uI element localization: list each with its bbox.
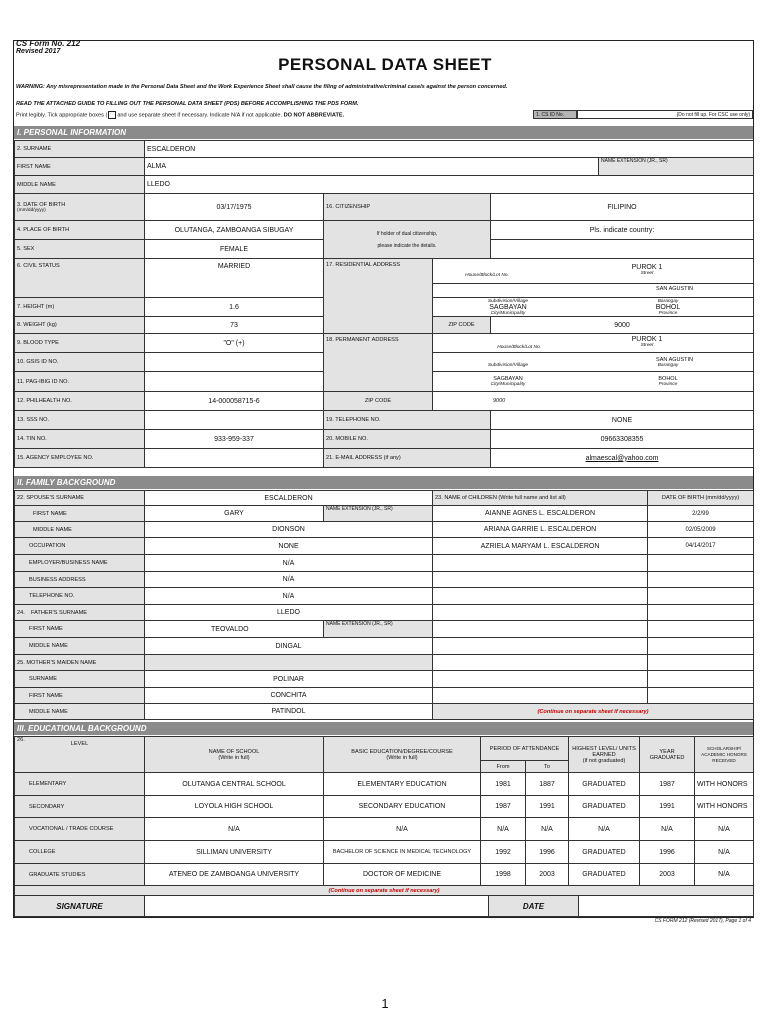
residential-address-label: 17. RESIDENTIAL ADDRESS — [324, 259, 433, 334]
edu-level: SECONDARY — [15, 796, 145, 818]
sex-field[interactable]: FEMALE — [145, 240, 324, 259]
civil-status-field[interactable]: MARRIED — [145, 259, 324, 298]
perm-subd-field[interactable] — [433, 376, 583, 387]
first-name-field[interactable]: ALMA — [145, 158, 599, 176]
perm-brgy-value: BOHOL — [658, 376, 678, 382]
child-name-5[interactable] — [433, 572, 648, 588]
child-name-6[interactable] — [433, 588, 648, 605]
perm-row-subd — [433, 376, 753, 387]
perm-city-caption: City/Municipality — [490, 382, 526, 387]
sss-field[interactable] — [145, 411, 324, 430]
telephone-label: 19. TELEPHONE NO. — [324, 411, 491, 430]
child-name-2[interactable]: ARIANA GARRIE L. ESCALDERON — [433, 522, 648, 538]
warning-text: WARNING: Any misrepresentation made in the Personal Data Sheet and the Work Experience Sheet shall cause the filing of administrative/criminal case/s against the person concerned. — [16, 84, 508, 90]
child-name-9[interactable] — [433, 638, 648, 655]
dual-a: If holder of dual citizenship, — [376, 230, 438, 237]
family-table — [14, 490, 754, 720]
dob-format: (mm/dd/yyyy) — [17, 207, 46, 213]
child-dob-12[interactable] — [648, 688, 754, 704]
middle-name-label: MIDDLE NAME — [15, 176, 145, 194]
child-dob-1[interactable]: 2/2/99 — [648, 506, 754, 522]
child-dob-10[interactable] — [648, 655, 754, 671]
res-house-blank — [433, 264, 541, 283]
date-label: DATE — [489, 896, 579, 917]
edu-level: COLLEGE — [15, 841, 145, 864]
height-label: 7. HEIGHT (m) — [15, 298, 145, 317]
father-ext-field[interactable]: NAME EXTENSION (JR., SR) — [324, 621, 433, 638]
spouse-surname-field[interactable]: ESCALDERON — [145, 491, 433, 506]
edu-course-header — [324, 737, 481, 773]
res-city-caption: City/Municipality — [490, 310, 526, 316]
edu-highest[interactable]: GRADUATED — [569, 796, 640, 818]
edu-num: 26. — [17, 737, 25, 743]
edu-row-elementary — [15, 773, 754, 796]
res-subd-value: SAGBAYAN — [489, 303, 527, 311]
mother-middle-field[interactable]: PATINDOL — [145, 704, 433, 720]
surname-label: 2. SURNAME — [15, 141, 145, 158]
form-footer: CS FORM 212 (Revised 2017), Page 1 of 4 — [654, 918, 751, 924]
employer-label: EMPLOYER/BUSINESS NAME — [15, 555, 145, 572]
edu-course[interactable]: SECONDARY EDUCATION — [324, 796, 481, 818]
res-row-subd — [433, 299, 753, 316]
page-title: PERSONAL DATA SHEET — [278, 55, 492, 74]
education-continue-note: (Continue on separate sheet if necessary) — [15, 886, 754, 896]
perm-subd-cell — [433, 372, 754, 392]
spouse-first-label: FIRST NAME — [15, 506, 145, 522]
edu-from[interactable]: 1987 — [481, 796, 526, 818]
occupation-label: OCCUPATION — [15, 538, 145, 555]
edu-highest[interactable]: GRADUATED — [569, 864, 640, 886]
email-label: 21. E-MAIL ADDRESS (if any) — [324, 449, 491, 468]
edu-from[interactable]: 1992 — [481, 841, 526, 864]
blood-type-field[interactable]: "O" (+) — [145, 334, 324, 353]
personal-info-table — [14, 140, 754, 468]
edu-honors[interactable]: WITH HONORS — [695, 773, 754, 796]
child-dob-3[interactable]: 04/14/2017 — [648, 538, 754, 555]
mother-surname-field[interactable]: POLINAR — [145, 671, 433, 688]
perm-zip-label: ZIP CODE — [324, 392, 433, 411]
spouse-phone-label: TELEPHONE NO. — [15, 588, 145, 605]
perm-brgy-caption: Barangay — [657, 362, 679, 368]
edu-to[interactable]: 1887 — [526, 773, 569, 796]
res-brgy-value: BOHOL — [655, 303, 681, 311]
pob-label: 4. PLACE OF BIRTH — [15, 221, 145, 240]
mobile-label: 20. MOBILE NO. — [324, 430, 491, 449]
gsis-label: 10. GSIS ID NO. — [15, 353, 145, 372]
first-name-label: FIRST NAME — [15, 158, 145, 176]
section-personal-information: I. PERSONAL INFORMATION — [14, 126, 753, 139]
perm-zip-field[interactable]: 9000 — [433, 392, 754, 411]
father-title: FATHER'S SURNAME — [31, 609, 87, 616]
edu-from[interactable]: N/A — [481, 818, 526, 841]
res-street-caption: Street — [640, 271, 654, 276]
page-number: 1 — [381, 996, 389, 1011]
perm-street-field[interactable]: SAN AGUSTIN — [656, 356, 694, 363]
edu-course[interactable]: DOCTOR OF MEDICINE — [324, 864, 481, 886]
perm-row-subd-caption — [433, 363, 753, 368]
date-field[interactable] — [579, 896, 754, 917]
mother-first-field[interactable]: CONCHITA — [145, 688, 433, 704]
res-house-caption: House/Block/Lot No. — [465, 273, 509, 278]
csid-label: 1. CS ID No. — [533, 110, 577, 119]
edu-school-label: NAME OF SCHOOL — [208, 748, 260, 755]
citizenship-label: 16. CITIZENSHIP — [324, 194, 491, 221]
perm-brgy-field[interactable] — [583, 376, 753, 387]
sss-label: 13. SSS NO. — [15, 411, 145, 430]
permanent-address-label: 18. PERMANENT ADDRESS — [324, 334, 433, 392]
dob-field[interactable]: 03/17/1975 — [145, 194, 324, 221]
res-brgy-caption: Barangay — [657, 298, 679, 304]
res-zip-label: ZIP CODE — [433, 317, 491, 334]
child-name-3[interactable]: AZRIELA MARYAM L. ESCALDERON — [433, 538, 648, 555]
tin-field[interactable]: 933-959-337 — [145, 430, 324, 449]
father-first-field[interactable]: TEOVALDO — [145, 621, 324, 638]
edu-course[interactable]: BACHELOR OF SCIENCE IN MEDICAL TECHNOLOGY — [324, 841, 481, 864]
spouse-first-field[interactable]: GARY — [145, 506, 324, 522]
child-dob-11[interactable] — [648, 671, 754, 688]
business-address-label: BUSINESS ADDRESS — [15, 572, 145, 588]
pagibig-label: 11. PAG-IBIG ID NO. — [15, 372, 145, 392]
perm-address-top — [433, 334, 754, 353]
print-note-c: DO NOT ABBREVIATE. — [283, 112, 345, 119]
edu-highest-label: HIGHEST LEVEL/ UNITS EARNED — [572, 745, 636, 758]
spouse-surname-label: 22. SPOUSE'S SURNAME — [15, 491, 145, 506]
csid-note: (Do not fill up. For CSC use only) — [577, 110, 753, 119]
email-field[interactable]: almaescal@yahoo.com — [491, 449, 754, 468]
perm-house-blank — [433, 336, 541, 350]
spouse-ext-field[interactable]: NAME EXTENSION (JR., SR) — [324, 506, 433, 522]
perm-prov-caption: Province — [658, 382, 678, 387]
edu-highest[interactable]: GRADUATED — [569, 773, 640, 796]
child-dob-9[interactable] — [648, 638, 754, 655]
form-revision: Revised 2017 — [16, 48, 61, 55]
child-name-11[interactable] — [433, 671, 648, 688]
edu-school[interactable]: ATENEO DE ZAMBOANGA UNIVERSITY — [145, 864, 324, 886]
edu-school-sub: (Write in full) — [218, 754, 250, 761]
spouse-middle-field[interactable]: DIONSON — [145, 522, 433, 538]
edu-honors[interactable]: N/A — [695, 864, 754, 886]
edu-to[interactable]: 1996 — [526, 841, 569, 864]
father-middle-label: MIDDLE NAME — [15, 638, 145, 655]
edu-highest[interactable]: GRADUATED — [569, 841, 640, 864]
dob-title: DATE OF BIRTH — [23, 201, 66, 208]
mother-surname-label: SURNAME — [15, 671, 145, 688]
edu-to-header: To — [526, 761, 569, 773]
child-dob-6[interactable] — [648, 588, 754, 605]
surname-field[interactable]: ESCALDERON — [145, 141, 754, 158]
print-note — [16, 111, 344, 119]
telephone-field[interactable]: NONE — [491, 411, 754, 430]
res-house-field[interactable] — [541, 264, 753, 283]
child-name-12[interactable] — [433, 688, 648, 704]
dual-citizenship-note — [324, 221, 491, 259]
edu-course-sub: (Write in full) — [386, 754, 418, 761]
edu-highest[interactable]: N/A — [569, 818, 640, 841]
edu-highest-sub: (if not graduated) — [582, 757, 626, 764]
res-brgy-field[interactable] — [583, 299, 753, 316]
edu-honors[interactable]: WITH HONORS — [695, 796, 754, 818]
edu-year[interactable]: 1991 — [640, 796, 695, 818]
perm-brgy-caption-wrap — [583, 363, 753, 368]
child-name-1[interactable]: AIANNE AGNES L. ESCALDERON — [433, 506, 648, 522]
edu-year-header: YEAR GRADUATED — [640, 737, 695, 773]
dob-label — [15, 194, 145, 221]
res-house-value: PUROK 1 — [631, 264, 663, 271]
weight-label: 8. WEIGHT (kg) — [15, 317, 145, 334]
weight-field[interactable]: 73 — [145, 317, 324, 334]
philhealth-field[interactable]: 14-000058715-6 — [145, 392, 324, 411]
mother-first-label: FIRST NAME — [15, 688, 145, 704]
print-note-b: and use separate sheet if necessary. Indicate N/A if not applicable. — [117, 112, 283, 119]
child-name-7[interactable] — [433, 605, 648, 621]
child-name-8[interactable] — [433, 621, 648, 638]
edu-level: ELEMENTARY — [15, 773, 145, 796]
signature-table — [14, 895, 754, 917]
mobile-field[interactable]: 09663308355 — [491, 430, 754, 449]
child-dob-7[interactable] — [648, 605, 754, 621]
mother-middle-label: MIDDLE NAME — [15, 704, 145, 720]
edu-honors-header: SCHOLARSHIP/ ACADEMIC HONORS RECEIVED — [695, 737, 754, 773]
edu-school[interactable]: OLUTANGA CENTRAL SCHOOL — [145, 773, 324, 796]
res-prov-caption: Province — [658, 310, 678, 316]
edu-level: GRADUATE STUDIES — [15, 864, 145, 886]
edu-row-college — [15, 841, 754, 864]
children-header: 23. NAME of CHILDREN (Write full name and list all) — [433, 491, 648, 506]
mother-maiden-field — [145, 655, 433, 671]
edu-year[interactable]: 2003 — [640, 864, 695, 886]
tick-box-icon — [108, 111, 116, 119]
edu-year[interactable]: 1996 — [640, 841, 695, 864]
father-surname-field[interactable]: LLEDO — [145, 605, 433, 621]
res-row-house — [433, 264, 753, 284]
edu-level: VOCATIONAL / TRADE COURSE — [15, 818, 145, 841]
dual-detail-field[interactable] — [491, 240, 754, 259]
edu-from[interactable]: 1981 — [481, 773, 526, 796]
res-street-field[interactable]: SAN AGUSTIN — [656, 286, 694, 292]
edu-school[interactable]: LOYOLA HIGH SCHOOL — [145, 796, 324, 818]
father-num: 24. — [17, 609, 25, 616]
tin-label: 14. TIN NO. — [15, 430, 145, 449]
section-family-background: II. FAMILY BACKGROUND — [14, 476, 753, 489]
edu-school[interactable]: N/A — [145, 818, 324, 841]
edu-course[interactable]: ELEMENTARY EDUCATION — [324, 773, 481, 796]
perm-house-caption: House/Block/Lot No. — [497, 345, 541, 350]
edu-highest-header — [569, 737, 640, 773]
business-address-field[interactable]: N/A — [145, 572, 433, 588]
blood-type-label: 9. BLOOD TYPE — [15, 334, 145, 353]
signature-label: SIGNATURE — [15, 896, 145, 917]
res-zip-field[interactable]: 9000 — [491, 317, 754, 334]
child-dob-2[interactable]: 02/05/2009 — [648, 522, 754, 538]
dob-num: 3. — [17, 201, 22, 208]
edu-honors[interactable]: N/A — [695, 818, 754, 841]
spouse-middle-label: MIDDLE NAME — [15, 522, 145, 538]
edu-from-header: From — [481, 761, 526, 773]
pagibig-field[interactable] — [145, 372, 324, 392]
edu-row-graduate — [15, 864, 754, 886]
perm-subd-caption: Subdivision/Village — [487, 362, 529, 368]
edu-row-vocational — [15, 818, 754, 841]
perm-subd-value: SAGBAYAN — [493, 376, 523, 382]
middle-name-field[interactable]: LLEDO — [145, 176, 754, 194]
child-dob-5[interactable] — [648, 572, 754, 588]
edu-honors[interactable]: N/A — [695, 841, 754, 864]
res-subd-cell — [433, 298, 754, 317]
edu-to[interactable]: 1991 — [526, 796, 569, 818]
perm-house-value: PUROK 1 — [631, 336, 663, 343]
perm-mid-cell — [433, 353, 754, 372]
father-first-label: FIRST NAME — [15, 621, 145, 638]
perm-house-field[interactable] — [541, 336, 753, 350]
section-educational-background: III. EDUCATIONAL BACKGROUND — [14, 722, 753, 735]
edu-year[interactable]: 1987 — [640, 773, 695, 796]
edu-to[interactable]: N/A — [526, 818, 569, 841]
res-subd-field[interactable] — [433, 299, 583, 316]
perm-row-house — [433, 336, 753, 350]
edu-school[interactable]: SILLIMAN UNIVERSITY — [145, 841, 324, 864]
agency-no-field[interactable] — [145, 449, 324, 468]
child-dob-8[interactable] — [648, 621, 754, 638]
edu-to[interactable]: 2003 — [526, 864, 569, 886]
edu-level-header — [15, 737, 145, 773]
edu-from[interactable]: 1998 — [481, 864, 526, 886]
child-dob-4[interactable] — [648, 555, 754, 572]
citizenship-field[interactable]: FILIPINO — [491, 194, 754, 221]
guide-text: READ THE ATTACHED GUIDE TO FILLING OUT THE PERSONAL DATA SHEET (PDS) BEFORE ACCOMPLISHING THE PDS FORM. — [16, 101, 359, 107]
family-continue-note: (Continue on separate sheet if necessary) — [433, 704, 754, 720]
country-field[interactable]: Pls. indicate country: — [491, 221, 754, 240]
father-middle-field[interactable]: DINGAL — [145, 638, 433, 655]
child-name-4[interactable] — [433, 555, 648, 572]
signature-field[interactable] — [145, 896, 489, 917]
edu-period-header: PERIOD OF ATTENDANCE — [481, 737, 569, 761]
sex-label: 5. SEX — [15, 240, 145, 259]
gsis-field[interactable] — [145, 353, 324, 372]
pob-field[interactable]: OLUTANGA, ZAMBOANGA SIBUGAY — [145, 221, 324, 240]
edu-level-label: LEVEL — [70, 741, 89, 747]
name-extension-field[interactable]: NAME EXTENSION (JR., SR) — [599, 158, 754, 176]
form-number: CS Form No. 212 — [16, 39, 81, 48]
edu-course-label: BASIC EDUCATION/DEGREE/COURSE — [351, 748, 453, 755]
child-dob-header: DATE OF BIRTH (mm/dd/yyyy) — [648, 491, 754, 506]
mother-maiden-label: 25. MOTHER'S MAIDEN NAME — [15, 655, 145, 671]
edu-course[interactable]: N/A — [324, 818, 481, 841]
perm-street-caption: Street — [640, 343, 654, 348]
agency-no-label: 15. AGENCY EMPLOYEE NO. — [15, 449, 145, 468]
perm-subd-caption-wrap — [433, 363, 583, 368]
civil-status-label: 6. CIVIL STATUS — [15, 259, 145, 298]
occupation-field[interactable]: NONE — [145, 538, 433, 555]
res-subd-caption: Subdivision/Village — [487, 298, 529, 304]
spouse-phone-field[interactable]: N/A — [145, 588, 433, 605]
res-address-top — [433, 259, 754, 298]
height-field[interactable]: 1.6 — [145, 298, 324, 317]
father-surname-label — [15, 605, 145, 621]
education-table — [14, 736, 754, 896]
print-note-a: Print legibly. Tick appropriate boxes ( — [16, 112, 108, 119]
edu-row-secondary — [15, 796, 754, 818]
child-name-10[interactable] — [433, 655, 648, 671]
edu-year[interactable]: N/A — [640, 818, 695, 841]
dual-b: please indicate the details. — [377, 242, 437, 249]
employer-field[interactable]: N/A — [145, 555, 433, 572]
edu-school-header — [145, 737, 324, 773]
philhealth-label: 12. PHILHEALTH NO. — [15, 392, 145, 411]
